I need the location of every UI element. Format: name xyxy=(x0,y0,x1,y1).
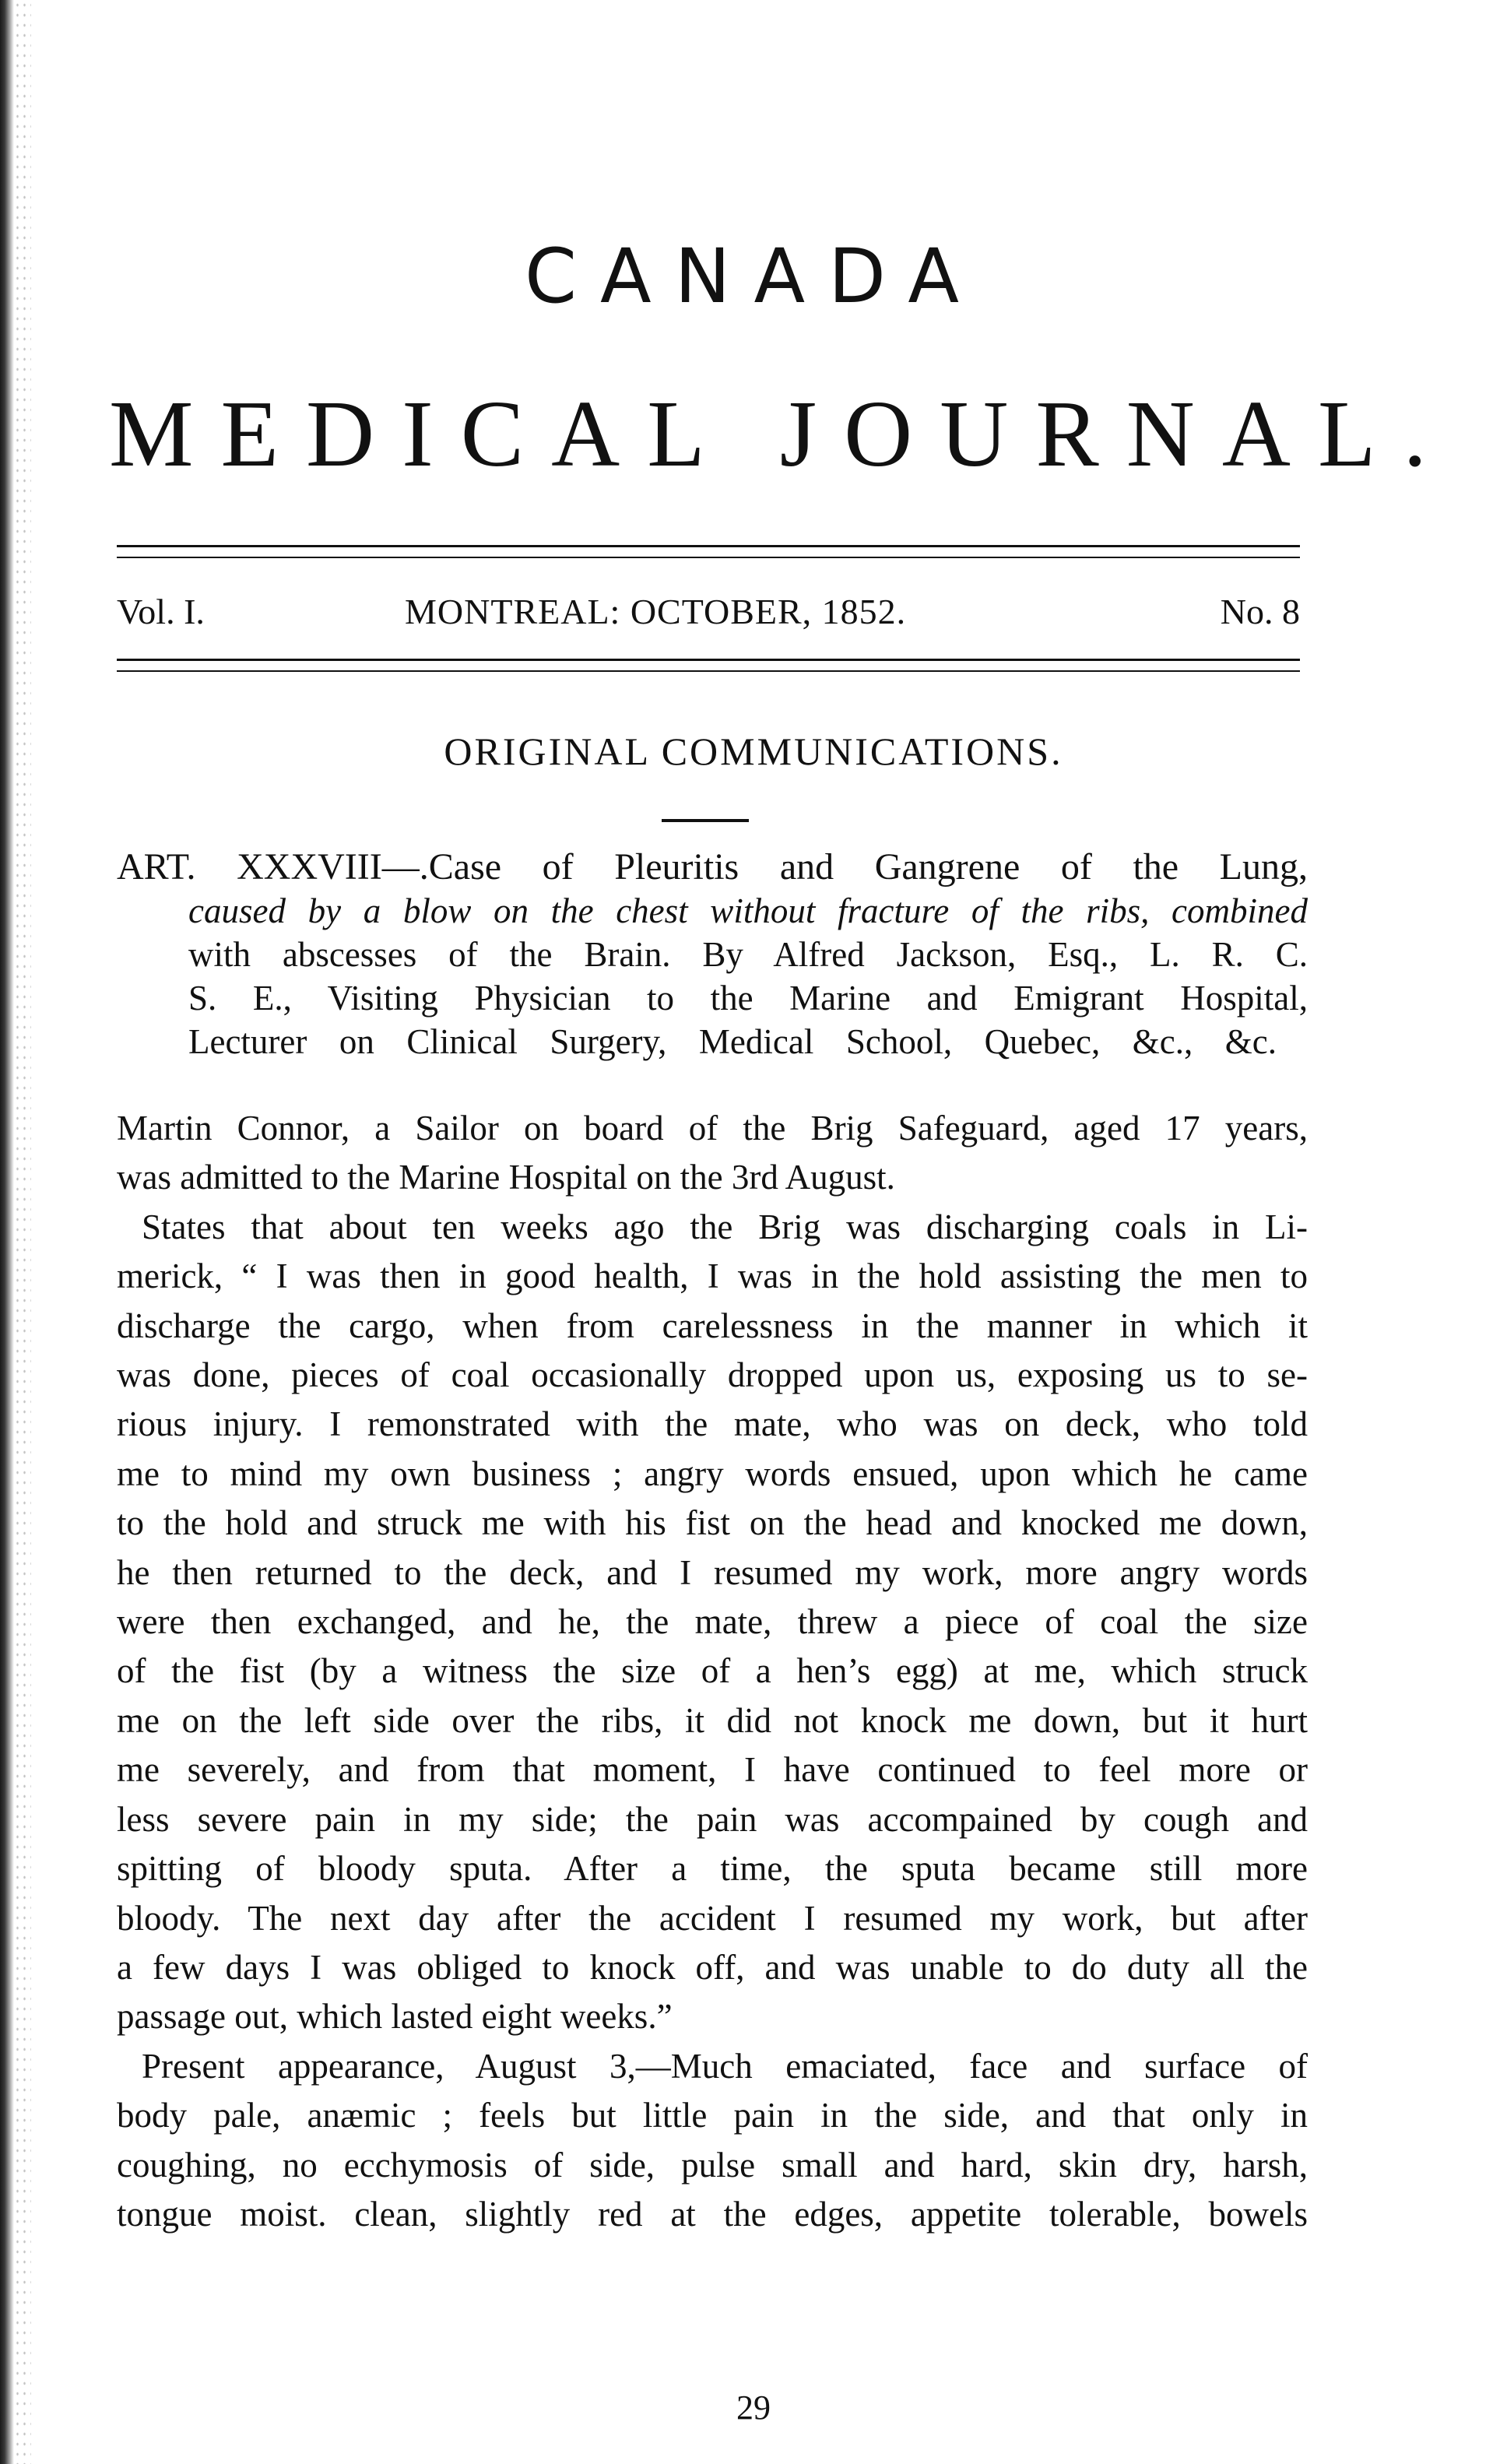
body-line: States that about ten weeks ago the Brig was discharging coals in Li- xyxy=(142,1207,1308,1246)
body-line: coughing, no ecchymosis of side, pulse small and hard, skin dry, harsh, xyxy=(117,2145,1308,2185)
issue-number: No. 8 xyxy=(1220,592,1300,631)
body-line: Present appearance, August 3,—Much emaciated, face and surface of xyxy=(142,2046,1308,2086)
body-line: was done, pieces of coal occasionally dropped upon us, exposing us to se- xyxy=(117,1355,1308,1395)
body-line: spitting of bloody sputa. After a time, the sputa became still more xyxy=(117,1849,1308,1889)
volume-label: Vol. I. xyxy=(117,592,205,631)
body-line: discharge the cargo, when from carelessness in the manner in which it xyxy=(117,1306,1308,1345)
body-line: merick, “ I was then in good health, I was in the hold assisting the men to xyxy=(117,1257,1308,1296)
body-line: a few days I was obliged to knock off, and was unable to do duty all the xyxy=(117,1947,1308,1987)
body-line: to the hold and struck me with his fist on the head and knocked me down, xyxy=(117,1503,1308,1543)
scan-edge-texture xyxy=(14,0,31,2464)
scan-edge-shadow xyxy=(0,0,14,2464)
body-line: me severely, and from that moment, I have continued to feel more or xyxy=(117,1750,1308,1790)
body-line: bloody. The next day after the accident I resumed my work, but after xyxy=(117,1898,1308,1938)
body-line: was admitted to the Marine Hospital on the 3rd August. xyxy=(117,1158,895,1197)
body-line: tongue moist. clean, slightly red at the edges, appetite tolerable, bowels xyxy=(117,2194,1308,2234)
article-heading-line: caused by a blow on the chest without fracture of the ribs, combined xyxy=(188,891,1308,930)
journal-title-line-2: MEDICAL JOURNAL. xyxy=(109,381,1454,487)
body-line: of the fist (by a witness the size of a hen’s egg) at me, which struck xyxy=(117,1651,1308,1691)
body-line: me on the left side over the ribs, it did not knock me down, but it hurt xyxy=(117,1700,1308,1740)
section-title: ORIGINAL COMMUNICATIONS. xyxy=(444,729,1063,773)
article-heading-line: ART. XXXVIII—.Case of Pleuritis and Gangrene of the Lung, xyxy=(117,846,1308,888)
issue-line xyxy=(117,581,1300,643)
bottom-double-rule xyxy=(117,659,1300,672)
page-number: 29 xyxy=(736,2388,771,2427)
article-heading-line: S. E., Visiting Physician to the Marine and Emigrant Hospital, xyxy=(188,979,1308,1018)
body-line: me to mind my own business ; angry words ensued, upon which he came xyxy=(117,1453,1308,1493)
place-date: MONTREAL: OCTOBER, 1852. xyxy=(405,592,907,631)
body-line: rious injury. I remonstrated with the mate, who was on deck, who told xyxy=(117,1404,1308,1444)
top-double-rule xyxy=(117,545,1300,558)
body-line: Martin Connor, a Sailor on board of the Brig Safeguard, aged 17 years, xyxy=(117,1109,1308,1148)
article-heading-line: with abscesses of the Brain. By Alfred Jackson, Esq., L. R. C. xyxy=(188,935,1308,974)
section-divider xyxy=(662,819,749,822)
journal-title-line-1: CANADA xyxy=(524,233,983,320)
body-line: less severe pain in my side; the pain was accompained by cough and xyxy=(117,1799,1308,1839)
article-heading-line: Lecturer on Clinical Surgery, Medical School, Quebec, &c., &c. xyxy=(188,1022,1277,1061)
body-line: body pale, anæmic ; feels but little pain in the side, and that only in xyxy=(117,2096,1308,2135)
body-line: he then returned to the deck, and I resumed my work, more angry words xyxy=(117,1552,1308,1592)
body-line: were then exchanged, and he, the mate, threw a piece of coal the size xyxy=(117,1602,1308,1642)
article-body xyxy=(117,1104,1308,2239)
article-heading xyxy=(117,845,1308,1063)
body-line: passage out, which lasted eight weeks.” xyxy=(117,1997,673,2037)
